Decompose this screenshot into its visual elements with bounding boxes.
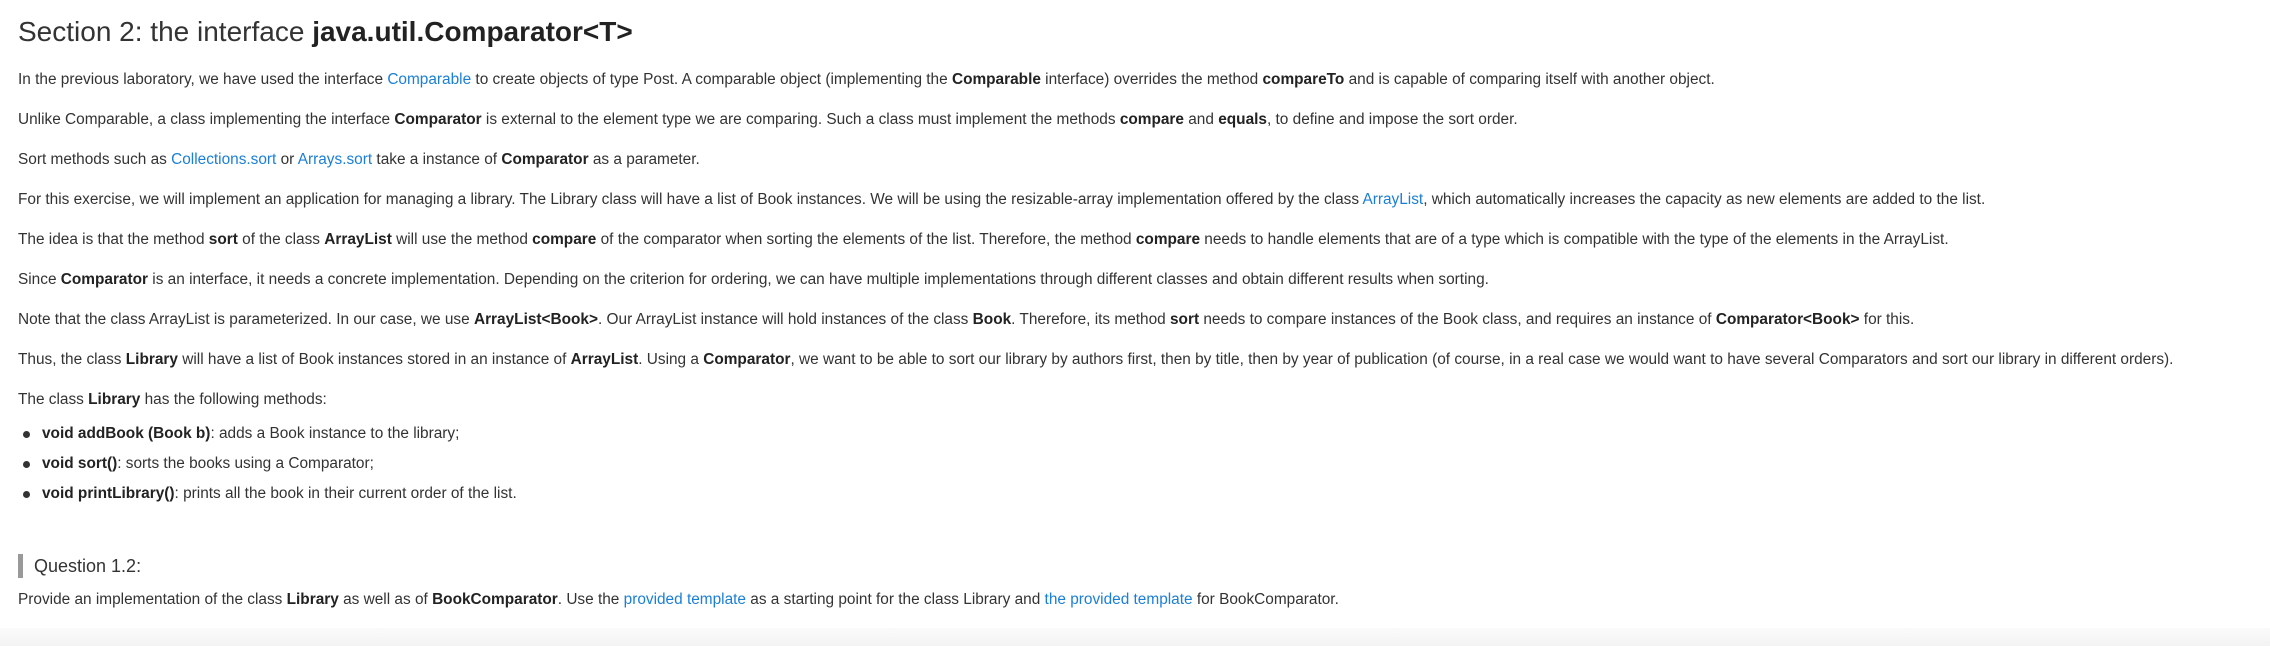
method-description: : adds a Book instance to the library; — [210, 425, 460, 442]
text-run: for BookComparator. — [1192, 591, 1339, 608]
text-run: interface) overrides the method — [1040, 71, 1263, 88]
method-signature: void sort() — [42, 455, 118, 472]
methods-list — [18, 424, 517, 514]
arraylist-link[interactable]: ArrayList — [1362, 191, 1424, 208]
text-run: is external to the element type we are comparing. Such a class must implement the methods — [481, 111, 1120, 128]
text-run: to create objects of type Post. A comparable object (implementing the — [471, 71, 952, 88]
method-description: : prints all the book in their current order of the list. — [174, 485, 517, 502]
list-item — [42, 424, 517, 454]
text-run: Note that the class ArrayList is parameterized. In our case, we use — [18, 311, 474, 328]
bold-term: Book — [972, 311, 1012, 328]
text-run: as a parameter. — [588, 151, 700, 168]
paragraph-concrete-implementation — [18, 270, 1489, 290]
text-run: needs to handle elements that are of a type which is compatible with the type of the elements in the ArrayList. — [1200, 231, 1949, 248]
bold-term: ArrayList — [324, 231, 392, 248]
text-run: as well as of — [338, 591, 433, 608]
paragraph-library-sorting — [18, 350, 2173, 370]
bold-term: Comparator — [703, 351, 791, 368]
section-title-prefix: Section 2: the interface — [18, 16, 313, 47]
text-run: is an interface, it needs a concrete implementation. Depending on the criterion for ordering, we can have multiple implementations through different classes and obtain different results when sorting. — [148, 271, 1489, 288]
paragraph-parameterized — [18, 310, 1914, 330]
bold-term: Comparable — [951, 71, 1041, 88]
method-signature: void addBook (Book b) — [42, 425, 211, 442]
text-run: . Therefore, its method — [1011, 311, 1170, 328]
bullet-icon — [23, 461, 30, 468]
collections-sort-link[interactable]: Collections.sort — [171, 151, 277, 168]
bold-term: Comparator — [394, 111, 482, 128]
text-run: take a instance of — [372, 151, 502, 168]
text-run: , we want to be able to sort our library by authors first, then by title, then by year of publication (of course, in a real case we would want to have several Comparators and sort our library in different orders). — [790, 351, 2174, 368]
bold-term: Library — [286, 591, 339, 608]
text-run: and — [1183, 111, 1219, 128]
text-run: will use the method — [391, 231, 533, 248]
question-heading: Question 1.2: — [18, 554, 141, 578]
bold-term: Library — [125, 351, 178, 368]
paragraph-comparable-intro — [18, 70, 1715, 90]
text-run: The class — [18, 391, 89, 408]
bold-term: equals — [1218, 111, 1267, 128]
bullet-icon — [23, 491, 30, 498]
text-run: of the comparator when sorting the elements of the list. Therefore, the method — [596, 231, 1136, 248]
bold-term: Comparator — [60, 271, 149, 288]
paragraph-sort-methods — [18, 150, 700, 170]
text-run: . Our ArrayList instance will hold instances of the class — [597, 311, 973, 328]
list-item — [42, 454, 517, 484]
bookcomparator-template-link[interactable]: the provided template — [1044, 591, 1193, 608]
text-run: or — [276, 151, 298, 168]
text-run: Sort methods such as — [18, 151, 172, 168]
bold-term: compare — [1135, 231, 1201, 248]
text-run: Unlike Comparable, a class implementing the interface — [18, 111, 395, 128]
paragraph-comparator-external — [18, 110, 1518, 130]
method-signature: void printLibrary() — [42, 485, 175, 502]
section-title-code: java.util.Comparator<T> — [312, 16, 633, 47]
bottom-divider — [0, 628, 2270, 646]
text-run: Provide an implementation of the class — [18, 591, 287, 608]
paragraph-exercise-intro — [18, 190, 1985, 210]
text-run: will have a list of Book instances stored in an instance of — [177, 351, 571, 368]
text-run: needs to compare instances of the Book class, and requires an instance of — [1199, 311, 1716, 328]
text-run: . Using a — [638, 351, 704, 368]
comparable-link[interactable]: Comparable — [387, 71, 472, 88]
text-run: and is capable of comparing itself with another object. — [1344, 71, 1715, 88]
list-item — [42, 484, 517, 514]
bold-term: Library — [88, 391, 141, 408]
text-run: of the class — [237, 231, 325, 248]
bold-term: sort — [208, 231, 238, 248]
text-run: Since — [18, 271, 61, 288]
library-template-link[interactable]: provided template — [623, 591, 746, 608]
section-title — [18, 14, 633, 50]
text-run: has the following methods: — [140, 391, 327, 408]
bold-term: Comparator — [501, 151, 589, 168]
bold-term: compareTo — [1262, 71, 1345, 88]
text-run: for this. — [1859, 311, 1915, 328]
text-run: The idea is that the method — [18, 231, 209, 248]
text-run: In the previous laboratory, we have used the interface — [18, 71, 388, 88]
text-run: . Use the — [557, 591, 624, 608]
bold-term: compare — [532, 231, 597, 248]
text-run: , which automatically increases the capacity as new elements are added to the list. — [1423, 191, 1986, 208]
bold-term: sort — [1170, 311, 1200, 328]
bold-term: compare — [1119, 111, 1184, 128]
bullet-icon — [23, 431, 30, 438]
text-run: Thus, the class — [18, 351, 126, 368]
paragraph-library-methods — [18, 390, 327, 410]
arrays-sort-link[interactable]: Arrays.sort — [297, 151, 373, 168]
method-description: : sorts the books using a Comparator; — [117, 455, 374, 472]
bold-term: ArrayList — [570, 351, 639, 368]
bold-term: ArrayList<Book> — [473, 311, 598, 328]
paragraph-sort-idea — [18, 230, 1949, 250]
bold-term: BookComparator — [432, 591, 558, 608]
text-run: , to define and impose the sort order. — [1266, 111, 1518, 128]
text-run: For this exercise, we will implement an application for managing a library. The Library class will have a list of Book instances. We will be using the resizable-array implementation offered by the class — [18, 191, 1363, 208]
text-run: as a starting point for the class Library and — [745, 591, 1045, 608]
bold-term: Comparator<Book> — [1715, 311, 1860, 328]
paragraph-question-task — [18, 590, 1339, 610]
